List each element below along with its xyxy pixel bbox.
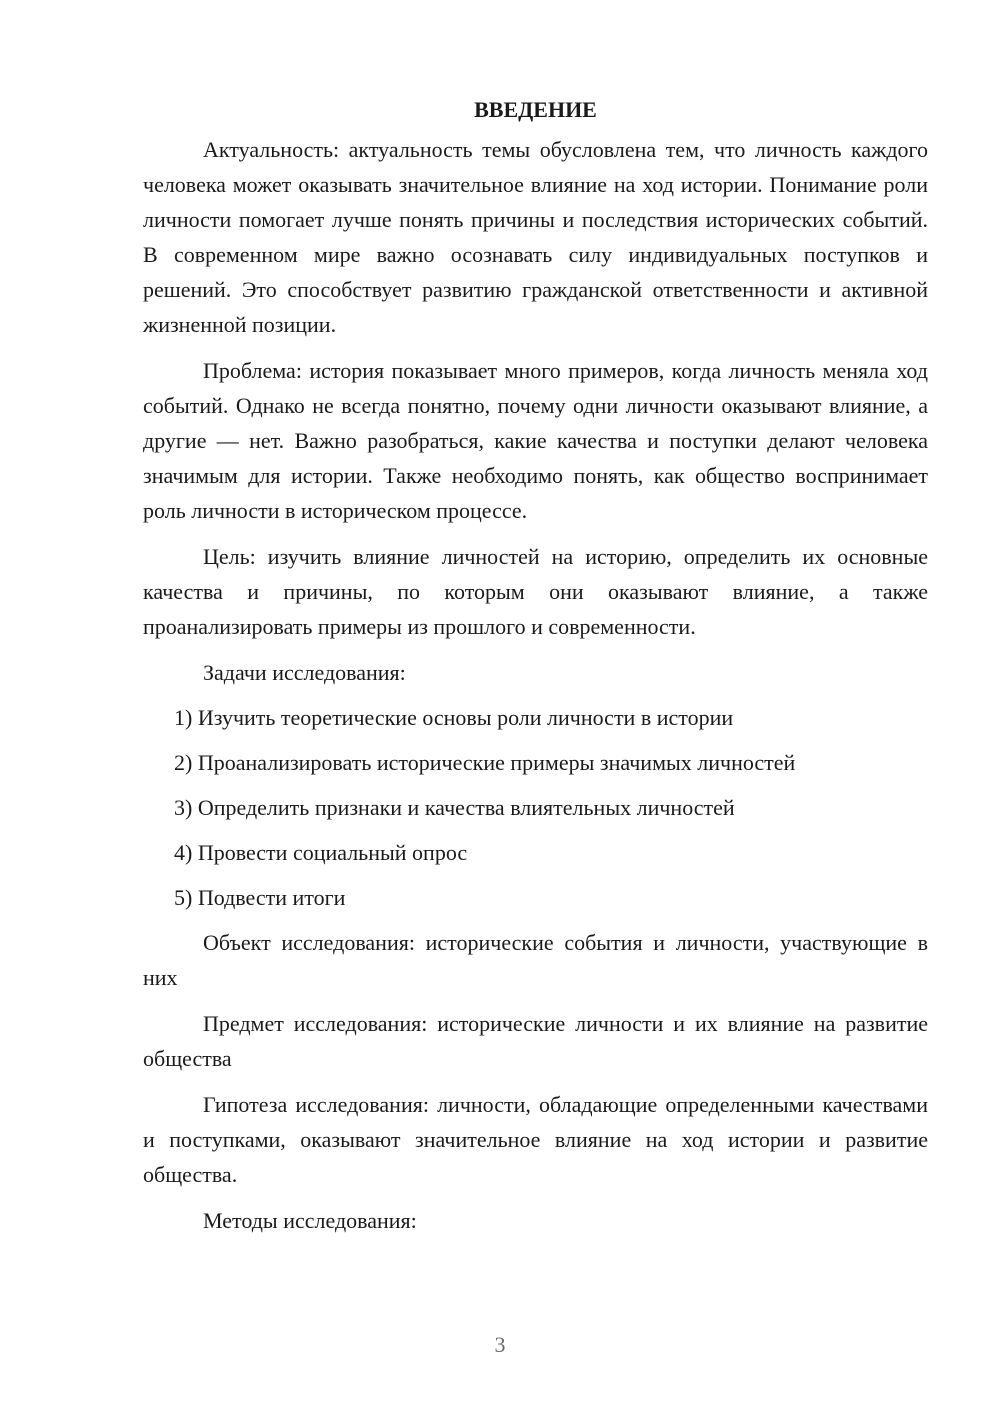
task-item: 2) Проанализировать исторические примеры значимых личностей [174, 750, 796, 775]
relevance-paragraph: Актуальность: актуальность темы обусловлена тем, что личность каждого человека может оказывать значительное влияние на ход истории. Понимание роли личности помогает лучше понять причины и последствия исторических событий. В современном мире важно осознавать силу индивидуальных поступков и решений. Это способствует развитию гражданской ответственности и активной жизненной позиции. [143, 137, 928, 337]
task-item: 4) Провести социальный опрос [174, 840, 468, 865]
tasks-heading: Задачи исследования: [203, 660, 406, 685]
methods-heading: Методы исследования: [203, 1208, 417, 1233]
object-paragraph: Объект исследования: исторические события и личности, участвующие в них [143, 930, 928, 990]
task-item: 5) Подвести итоги [174, 885, 346, 910]
page-title: ВВЕДЕНИЕ [474, 97, 597, 122]
hypothesis-paragraph: Гипотеза исследования: личности, обладающие определенными качествами и поступками, оказывают значительное влияние на ход истории и развитие общества. [143, 1092, 928, 1187]
goal-paragraph: Цель: изучить влияние личностей на историю, определить их основные качества и причины, по которым они оказывают влияние, а также проанализировать примеры из прошлого и современности. [143, 544, 928, 639]
tasks-list [143, 700, 928, 915]
document-page [143, 92, 928, 1248]
task-item: 3) Определить признаки и качества влиятельных личностей [174, 795, 735, 820]
subject-paragraph: Предмет исследования: исторические личности и их влияние на развитие общества [143, 1011, 928, 1071]
page-number: 3 [494, 1332, 506, 1357]
problem-paragraph: Проблема: история показывает много примеров, когда личность меняла ход событий. Однако не всегда понятно, почему одни личности оказывают влияние, а другие — нет. Важно разобраться, какие качества и поступки делают человека значимым для истории. Также необходимо понять, как общество воспринимает роль личности в историческом процессе. [143, 358, 928, 523]
task-item: 1) Изучить теоретические основы роли личности в истории [174, 705, 734, 730]
